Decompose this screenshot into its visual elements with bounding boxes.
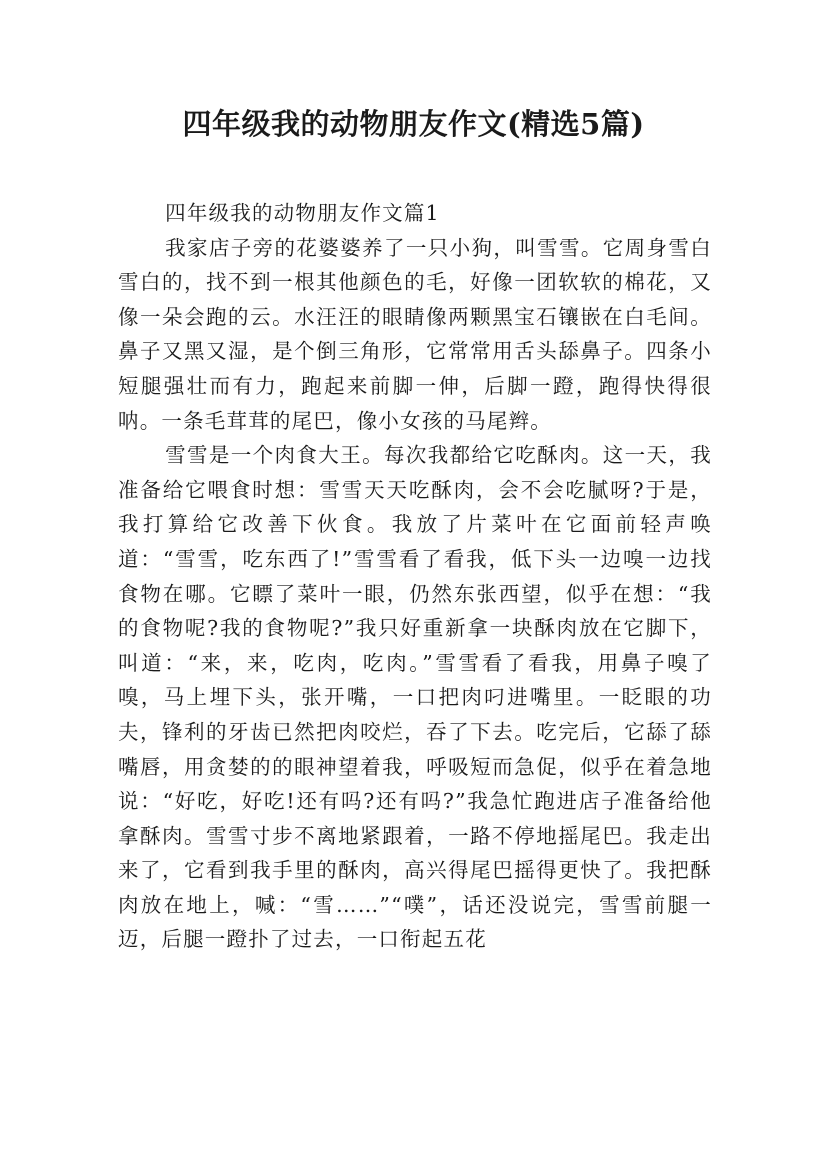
document-body: [118, 196, 712, 957]
section-heading: 四年级我的动物朋友作文篇1: [165, 201, 440, 225]
document-title: 四年级我的动物朋友作文(精选5篇): [182, 107, 645, 141]
body-paragraph: 雪雪是一个肉食大王。每次我都给它吃酥肉。这一天，我准备给它喂食时想：雪雪天天吃酥肉，会不会吃腻呀?于是，我打算给它改善下伙食。我放了片菜叶在它面前轻声唤道：“雪雪，吃东西了!”雪雪看了看我，低下头一边嗅一边找食物在哪。它瞟了菜叶一眼，仍然东张西望，似乎在想：“我的食物呢?我的食物呢?”我只好重新拿一块酥肉放在它脚下，叫道：“来，来，吃肉，吃肉。”雪雪看了看我，用鼻子嗅了嗅，马上埋下头，张开嘴，一口把肉叼进嘴里。一眨眼的功夫，锋利的牙齿已然把肉咬烂，吞了下去。吃完后，它舔了舔嘴唇，用贪婪的的眼神望着我，呼吸短而急促，似乎在着急地说：“好吃，好吃!还有吗?还有吗?”我急忙跑进店子准备给他拿酥肉。雪雪寸步不离地紧跟着，一路不停地摇尾巴。我走出来了，它看到我手里的酥肉，高兴得尾巴摇得更快了。我把酥肉放在地上，喊：“雪……”“噗”，话还没说完，雪雪前腿一迈，后腿一蹬扑了过去，一口衔起五花: [118, 443, 712, 952]
body-paragraph: 我家店子旁的花婆婆养了一只小狗，叫雪雪。它周身雪白雪白的，找不到一根其他颜色的毛，好像一团软软的棉花，又像一朵会跑的云。水汪汪的眼睛像两颗黑宝石镶嵌在白毛间。鼻子又黑又湿，是个倒三角形，它常常用舌头舔鼻子。四条小短腿强壮而有力，跑起来前脚一伸，后脚一蹬，跑得快得很呐。一条毛茸茸的尾巴，像小女孩的马尾辫。: [118, 235, 712, 433]
